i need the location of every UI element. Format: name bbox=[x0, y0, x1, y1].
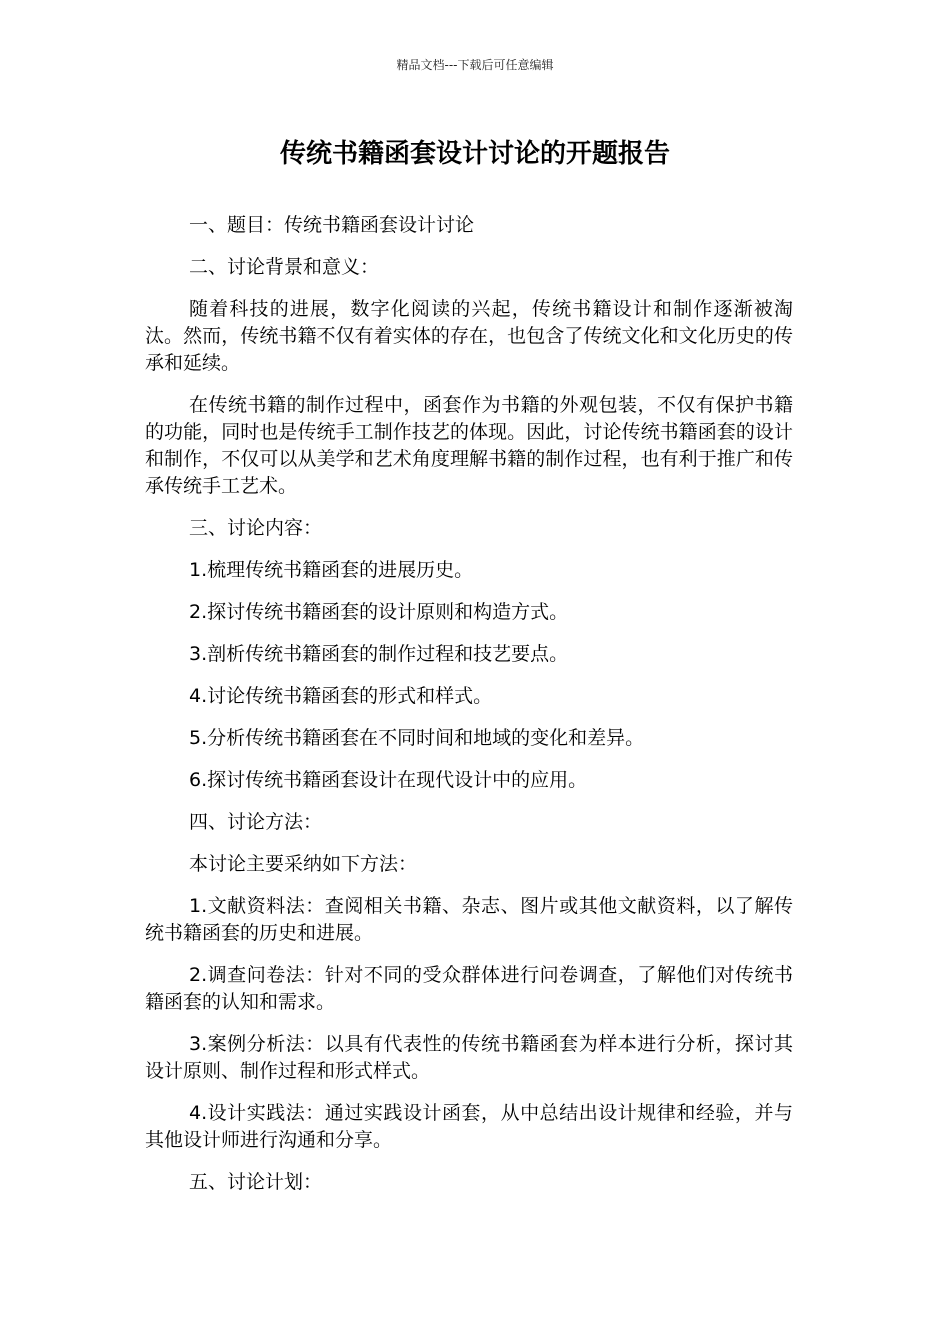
section-heading-topic: 一、题目：传统书籍函套设计讨论 bbox=[189, 214, 475, 236]
section-heading-background: 二、讨论背景和意义： bbox=[189, 256, 380, 278]
document-title: 传统书籍函套设计讨论的开题报告 bbox=[279, 139, 670, 169]
content-list-item: 2.探讨传统书籍函套的设计原则和构造方式。 bbox=[189, 601, 569, 623]
content-list-item: 4.讨论传统书籍函套的形式和样式。 bbox=[189, 685, 493, 707]
method-list-item: 1.文献资料法：查阅相关书籍、杂志、图片或其他文献资料，以了解传统书籍函套的历史和进展。 bbox=[145, 895, 793, 944]
method-list-item: 3.案例分析法：以具有代表性的传统书籍函套为样本进行分析，探讨其设计原则、制作过程和形式样式。 bbox=[145, 1033, 793, 1082]
content-list-item: 1.梳理传统书籍函套的进展历史。 bbox=[189, 559, 474, 581]
document-body bbox=[145, 212, 793, 1211]
content-list-item: 3.剖析传统书籍函套的制作过程和技艺要点。 bbox=[189, 643, 569, 665]
content-list-item: 6.探讨传统书籍函套设计在现代设计中的应用。 bbox=[189, 769, 588, 791]
section-heading-method: 四、讨论方法： bbox=[189, 811, 323, 833]
section-heading-plan: 五、讨论计划： bbox=[189, 1171, 323, 1193]
page-header: 精品文档---下载后可任意编辑 bbox=[396, 58, 554, 72]
method-list-item: 4.设计实践法：通过实践设计函套，从中总结出设计规律和经验，并与其他设计师进行沟通和分享。 bbox=[145, 1102, 793, 1151]
method-intro: 本讨论主要采纳如下方法： bbox=[189, 853, 418, 875]
background-paragraph: 在传统书籍的制作过程中，函套作为书籍的外观包装，不仅有保护书籍的功能，同时也是传统手工制作技艺的体现。因此，讨论传统书籍函套的设计和制作，不仅可以从美学和艺术角度理解书籍的制作过程，也有利于推广和传承传统手工艺术。 bbox=[145, 394, 793, 497]
section-heading-content: 三、讨论内容： bbox=[189, 517, 323, 539]
method-list-item: 2.调查问卷法：针对不同的受众群体进行问卷调查，了解他们对传统书籍函套的认知和需求。 bbox=[145, 964, 793, 1013]
background-paragraph: 随着科技的进展，数字化阅读的兴起，传统书籍设计和制作逐渐被淘汰。然而，传统书籍不仅有着实体的存在，也包含了传统文化和文化历史的传承和延续。 bbox=[145, 298, 793, 374]
content-list-item: 5.分析传统书籍函套在不同时间和地域的变化和差异。 bbox=[189, 727, 645, 749]
